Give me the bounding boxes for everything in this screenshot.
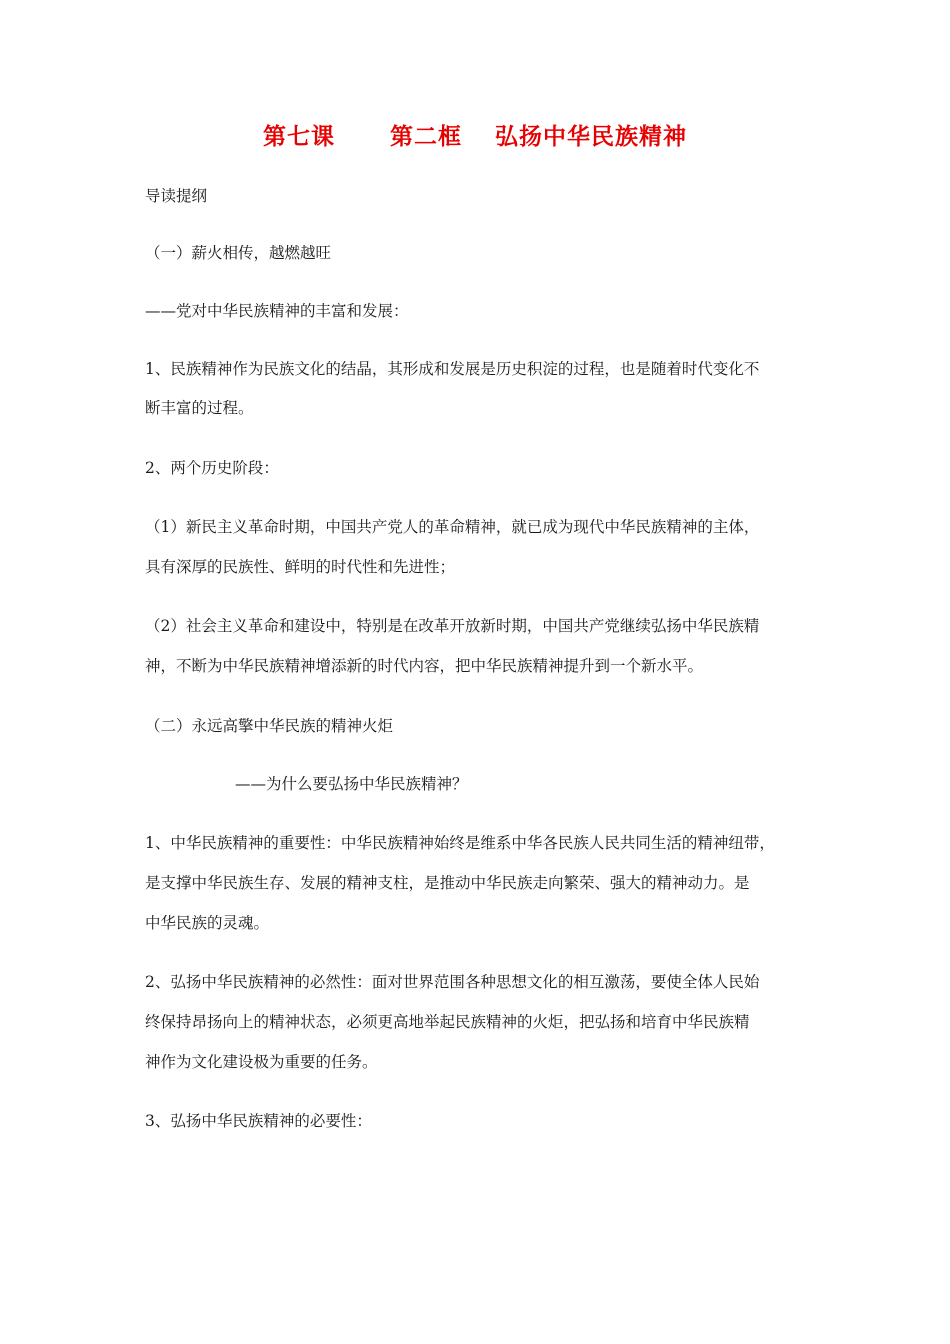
paragraph-line: （1）新民主义革命时期，中国共产党人的革命精神，就已成为现代中华民族精神的主体， xyxy=(145,518,760,536)
paragraph-line: 3、弘扬中华民族精神的必要性： xyxy=(145,1112,372,1130)
paragraph-line: 2、弘扬中华民族精神的必然性：面对世界范围各种思想文化的相互激荡，要使全体人民始 xyxy=(145,973,760,991)
title-topic: 弘扬中华民族精神 xyxy=(495,124,687,150)
section-two-heading: （二）永远高擎中华民族的精神火炬 xyxy=(145,717,394,735)
reading-outline-heading: 导读提纲 xyxy=(145,187,208,205)
paragraph-line: 是支撑中华民族生存、发展的精神支柱，是推动中华民族走向繁荣、强大的精神动力。是 xyxy=(145,874,750,892)
paragraph-line: 神，不断为中华民族精神增添新的时代内容，把中华民族精神提升到一个新水平。 xyxy=(145,657,704,675)
title-lesson: 第七课 xyxy=(263,124,335,150)
paragraph-line: 1、民族精神作为民族文化的结晶，其形成和发展是历史积淀的过程，也是随着时代变化不 xyxy=(145,360,760,378)
paragraph-line: 具有深厚的民族性、鲜明的时代性和先进性； xyxy=(145,558,456,576)
section-one-subtitle: ——党对中华民族精神的丰富和发展： xyxy=(145,302,409,320)
paragraph-line: 神作为文化建设极为重要的任务。 xyxy=(145,1053,378,1071)
section-one-heading: （一）薪火相传，越燃越旺 xyxy=(145,244,332,262)
paragraph-line: 中华民族的灵魂。 xyxy=(145,914,270,932)
page-title xyxy=(0,118,950,151)
paragraph-line: 1、中华民族精神的重要性：中华民族精神始终是维系中华各民族人民共同生活的精神纽带， xyxy=(145,834,775,852)
paragraph-line: 2、两个历史阶段： xyxy=(145,459,279,477)
paragraph-line: 断丰富的过程。 xyxy=(145,399,254,417)
title-section: 第二框 xyxy=(390,124,462,150)
paragraph-line: 终保持昂扬向上的精神状态，必须更高地举起民族精神的火炬，把弘扬和培育中华民族精 xyxy=(145,1013,750,1031)
paragraph-line: （2）社会主义革命和建设中，特别是在改革开放新时期，中国共产党继续弘扬中华民族精 xyxy=(145,617,760,635)
section-two-subtitle: ——为什么要弘扬中华民族精神？ xyxy=(235,775,468,793)
